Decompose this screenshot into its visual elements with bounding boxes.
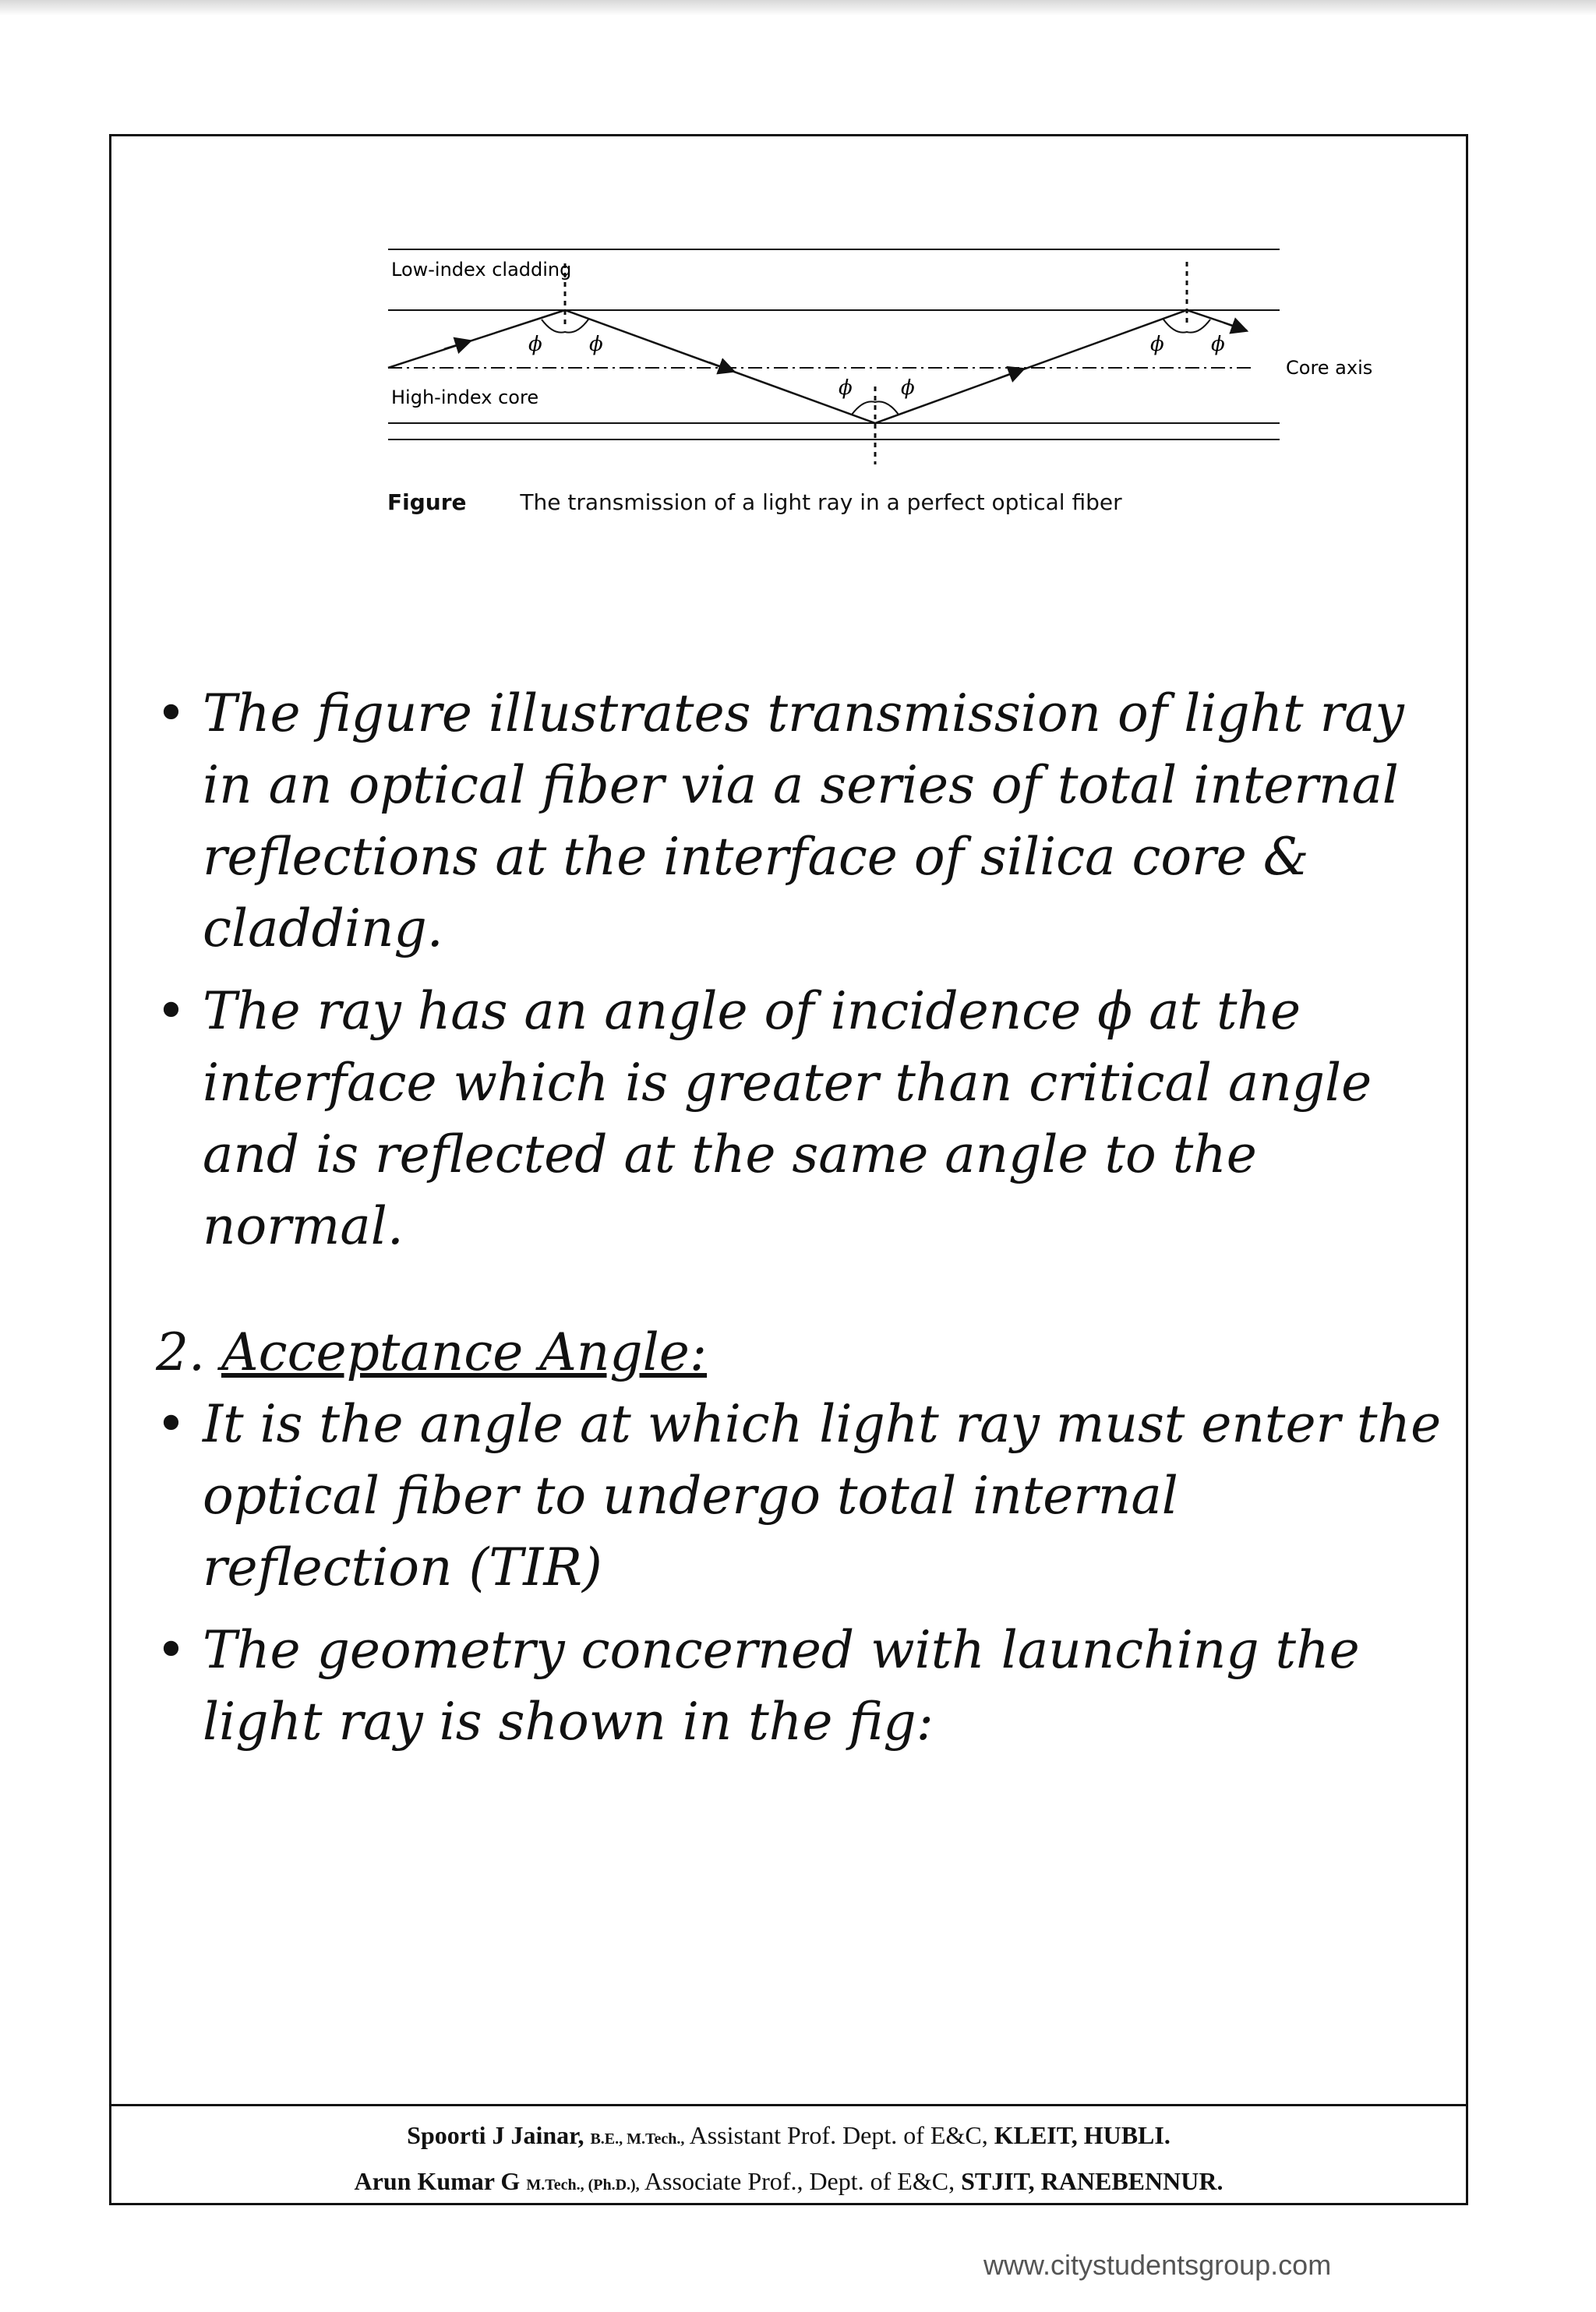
footer-divider (109, 2104, 1468, 2106)
page-footer (109, 2114, 1468, 2206)
bullet: • (156, 1394, 186, 1454)
ray-arrow-4 (1223, 323, 1245, 330)
footer-line-1 (109, 2114, 1468, 2160)
note-text: The figure illustrates transmission of light ray in an optical fiber via a series of total internal reflections at the interface of silica core & cladding. (203, 683, 1404, 958)
note-text: It is the angle at which light ray must enter the optical fiber to undergo total internal reflection (TIR) (203, 1394, 1442, 1597)
heading-text: Acceptance Angle: (221, 1322, 708, 1382)
section-heading (156, 1317, 1442, 1389)
core-label: High-index core (391, 387, 539, 408)
author-name: Spoorti J Jainar, (407, 2121, 584, 2149)
phi-label: ϕ (901, 376, 915, 400)
author-role: Associate Prof., Dept. of E&C, (644, 2167, 955, 2195)
phi-label: ϕ (1150, 333, 1164, 356)
website-url: www.citystudentsgroup.com (983, 2249, 1332, 2281)
note-paragraph (156, 1615, 1442, 1758)
note-paragraph (156, 976, 1442, 1262)
figure-caption-label: Figure (387, 489, 467, 515)
note-paragraph (156, 1389, 1442, 1604)
optical-fiber-figure (374, 234, 1387, 468)
cladding-label: Low-index cladding (391, 259, 572, 281)
bullet: • (156, 1620, 186, 1680)
author-degree: M.Tech., (Ph.D.), (526, 2176, 640, 2194)
note-text: The ray has an angle of incidence ϕ at the interface which is greater than critical angle and is reflected at the same angle to the normal. (203, 981, 1372, 1256)
footer-line-2 (109, 2160, 1468, 2206)
phi-label: ϕ (528, 333, 542, 356)
ray-arrow-3 (998, 369, 1022, 379)
figure-caption-text: The transmission of a light ray in a perfect optical fiber (520, 489, 1122, 515)
bullet: • (156, 981, 186, 1041)
note-text: The geometry concerned with launching the light ray is shown in the fig: (203, 1620, 1360, 1752)
scan-top-shade (0, 0, 1596, 16)
author-name: Arun Kumar G (354, 2167, 521, 2195)
author-institution: STJIT, RANEBENNUR. (961, 2167, 1223, 2195)
heading-number: 2. (156, 1322, 205, 1382)
ray-arrow-1 (444, 341, 469, 349)
phi-label: ϕ (589, 333, 603, 356)
ray-arrow-2 (709, 362, 733, 371)
phi-label: ϕ (1211, 333, 1225, 356)
phi-label: ϕ (839, 376, 853, 400)
author-role: Assistant Prof. Dept. of E&C, (689, 2121, 988, 2149)
note-paragraph (156, 678, 1442, 965)
bullet: • (156, 683, 186, 743)
core-axis-label: Core axis (1286, 357, 1373, 379)
figure-caption (387, 489, 1122, 515)
author-institution: KLEIT, HUBLI. (994, 2121, 1171, 2149)
author-degree: B.E., M.Tech., (590, 2130, 685, 2148)
fiber-diagram (374, 234, 1387, 468)
handwritten-notes (156, 678, 1442, 1758)
